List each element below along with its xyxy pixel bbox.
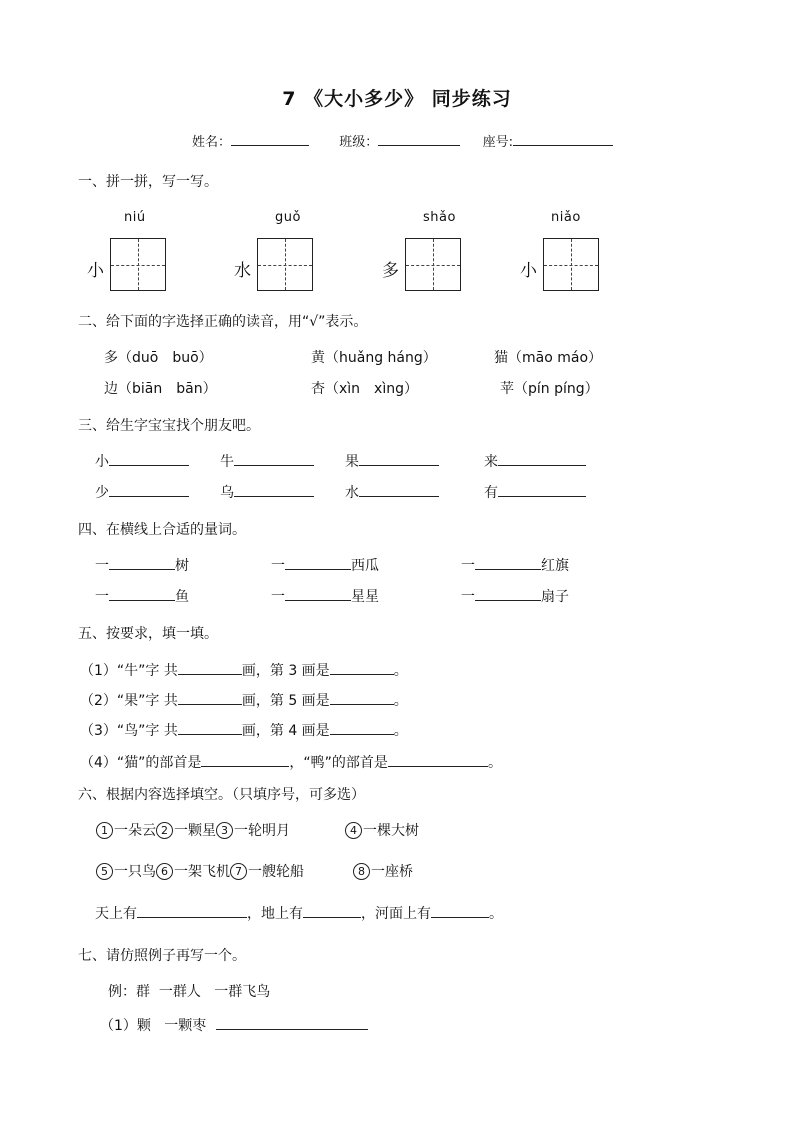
stroke-question: [80, 660, 408, 680]
option-group: [96, 820, 290, 840]
word-fill: [95, 482, 189, 502]
yi-char: 一: [95, 558, 109, 574]
noun: 红旗: [541, 558, 569, 574]
fill-blank[interactable]: [109, 555, 175, 570]
word-fill: [220, 451, 314, 471]
word-char: 乌: [220, 485, 234, 501]
section7-heading: 七、请仿照例子再写一个。: [78, 948, 246, 964]
seat-blank[interactable]: [513, 131, 613, 146]
class-blank[interactable]: [378, 131, 460, 146]
reading-option[interactable]: 杏（xìn xìng）: [311, 381, 418, 397]
fill-blank[interactable]: [201, 752, 289, 767]
fill-blank[interactable]: [137, 903, 247, 918]
option-number: 4: [345, 822, 362, 839]
pinyin-niu: niú: [124, 210, 146, 225]
word-char: 牛: [220, 454, 234, 470]
measure-fill: [271, 586, 379, 606]
fill-blank[interactable]: [388, 752, 488, 767]
measure-fill: [461, 555, 569, 575]
word-char: 小: [95, 454, 109, 470]
fill-blank[interactable]: [359, 482, 439, 497]
radical-question: [80, 752, 502, 772]
option-group: [345, 820, 419, 840]
question-text: 画，第 5 画是: [241, 693, 330, 709]
sentence-text: 天上有: [95, 906, 137, 922]
noun: 扇子: [541, 589, 569, 605]
measure-fill: [271, 555, 379, 575]
fill-blank[interactable]: [178, 690, 242, 705]
word-char: 少: [95, 485, 109, 501]
option-number: 7: [230, 863, 247, 880]
measure-fill: [95, 586, 189, 606]
word-char: 来: [484, 454, 498, 470]
fill-blank[interactable]: [498, 482, 586, 497]
reading-option[interactable]: 边（biān bān）: [104, 381, 217, 397]
option-text: 一棵大树: [363, 823, 419, 839]
reading-option[interactable]: 多（duō buō）: [104, 350, 213, 366]
class-label: 班级：: [339, 135, 379, 150]
noun: 西瓜: [351, 558, 379, 574]
yi-char: 一: [461, 589, 475, 605]
writing-box[interactable]: [257, 238, 313, 291]
question-text: 画，第 3 画是: [241, 663, 330, 679]
fill-blank[interactable]: [109, 451, 189, 466]
stroke-question: [80, 690, 408, 710]
question-text: （2）“果”字 共: [80, 693, 178, 709]
option-number: 2: [156, 822, 173, 839]
pinyin-shao: shǎo: [423, 210, 456, 225]
writing-box[interactable]: [110, 238, 166, 291]
fill-blank[interactable]: [498, 451, 586, 466]
section3-heading: 三、给生字宝宝找个朋友吧。: [78, 418, 260, 434]
sentence-text: ，地上有: [247, 906, 303, 922]
yi-char: 一: [461, 558, 475, 574]
sentence-text: ，河面上有: [361, 906, 431, 922]
prefix-char: 小: [520, 261, 537, 281]
fill-blank[interactable]: [330, 720, 394, 735]
word-fill: [484, 482, 586, 502]
fill-blank[interactable]: [431, 903, 489, 918]
word-char: 水: [345, 485, 359, 501]
question-text: 画，第 4 画是: [241, 723, 330, 739]
fill-blank[interactable]: [475, 586, 541, 601]
noun: 星星: [351, 589, 379, 605]
measure-fill: [461, 586, 569, 606]
question-1: [100, 1015, 368, 1035]
writing-box[interactable]: [405, 238, 461, 291]
fill-sentence: [95, 903, 503, 923]
word-fill: [345, 482, 439, 502]
fill-blank[interactable]: [475, 555, 541, 570]
pinyin-guo: guǒ: [275, 210, 301, 225]
option-group: [96, 861, 304, 881]
seat-label: 座号:: [482, 135, 513, 150]
word-fill: [345, 451, 439, 471]
period: 。: [487, 755, 502, 771]
option-number: 3: [216, 822, 233, 839]
word-char: 果: [345, 454, 359, 470]
fill-blank[interactable]: [234, 451, 314, 466]
question-text: ，“鸭”的部首是: [289, 755, 388, 771]
period: 。: [393, 663, 408, 679]
student-info: [192, 131, 613, 150]
prefix-char: 水: [234, 261, 251, 281]
option-text: 一只鸟: [114, 864, 156, 880]
word-fill: [484, 451, 586, 471]
option-text: 一轮明月: [234, 823, 290, 839]
measure-fill: [95, 555, 189, 575]
fill-blank[interactable]: [330, 690, 394, 705]
question-text: （4）“猫”的部首是: [80, 755, 202, 771]
period: 。: [489, 906, 503, 922]
fill-blank[interactable]: [234, 482, 314, 497]
question-text: （1）颗 一颗枣: [100, 1018, 207, 1034]
fill-blank[interactable]: [303, 903, 361, 918]
fill-blank[interactable]: [216, 1015, 368, 1030]
page-title: 7 《大小多少》 同步练习: [282, 88, 512, 110]
fill-blank[interactable]: [330, 660, 394, 675]
fill-blank[interactable]: [285, 555, 351, 570]
section5-heading: 五、按要求，填一填。: [78, 626, 218, 642]
option-text: 一座桥: [371, 864, 413, 880]
word-char: 有: [484, 485, 498, 501]
name-blank[interactable]: [231, 131, 309, 146]
period: 。: [393, 693, 408, 709]
fill-blank[interactable]: [178, 720, 242, 735]
section1-heading: 一、拼一拼，写一写。: [78, 174, 218, 190]
name-label: 姓名：: [192, 135, 232, 150]
pinyin-niao: niǎo: [551, 210, 581, 225]
yi-char: 一: [271, 589, 285, 605]
fill-blank[interactable]: [109, 586, 175, 601]
writing-box[interactable]: [543, 238, 599, 291]
prefix-char: 小: [87, 261, 104, 281]
question-text: （1）“牛”字 共: [80, 663, 178, 679]
noun: 鱼: [175, 589, 189, 605]
option-number: 8: [353, 863, 370, 880]
option-number: 1: [96, 822, 113, 839]
word-fill: [95, 451, 189, 471]
example-line: 例：群 一群人 一群飞鸟: [108, 984, 271, 1000]
yi-char: 一: [271, 558, 285, 574]
prefix-char: 多: [382, 261, 399, 281]
reading-option[interactable]: 猫（māo máo）: [494, 350, 603, 366]
option-number: 6: [156, 863, 173, 880]
stroke-question: [80, 720, 408, 740]
fill-blank[interactable]: [285, 586, 351, 601]
fill-blank[interactable]: [178, 660, 242, 675]
section4-heading: 四、在横线上合适的量词。: [78, 522, 246, 538]
question-text: （3）“鸟”字 共: [80, 723, 178, 739]
reading-option[interactable]: 苹（pín píng）: [500, 381, 599, 397]
section6-heading: 六、根据内容选择填空。（只填序号，可多选）: [78, 787, 365, 803]
reading-option[interactable]: 黄（huǎng háng）: [311, 350, 437, 366]
fill-blank[interactable]: [109, 482, 189, 497]
noun: 树: [175, 558, 189, 574]
option-text: 一架飞机: [174, 864, 230, 880]
option-group: [353, 861, 413, 881]
option-text: 一颗星: [174, 823, 216, 839]
word-fill: [220, 482, 314, 502]
option-text: 一朵云: [114, 823, 156, 839]
fill-blank[interactable]: [359, 451, 439, 466]
option-text: 一艘轮船: [248, 864, 304, 880]
yi-char: 一: [95, 589, 109, 605]
period: 。: [393, 723, 408, 739]
option-number: 5: [96, 863, 113, 880]
section2-heading: 二、给下面的字选择正确的读音，用“√”表示。: [78, 314, 368, 330]
